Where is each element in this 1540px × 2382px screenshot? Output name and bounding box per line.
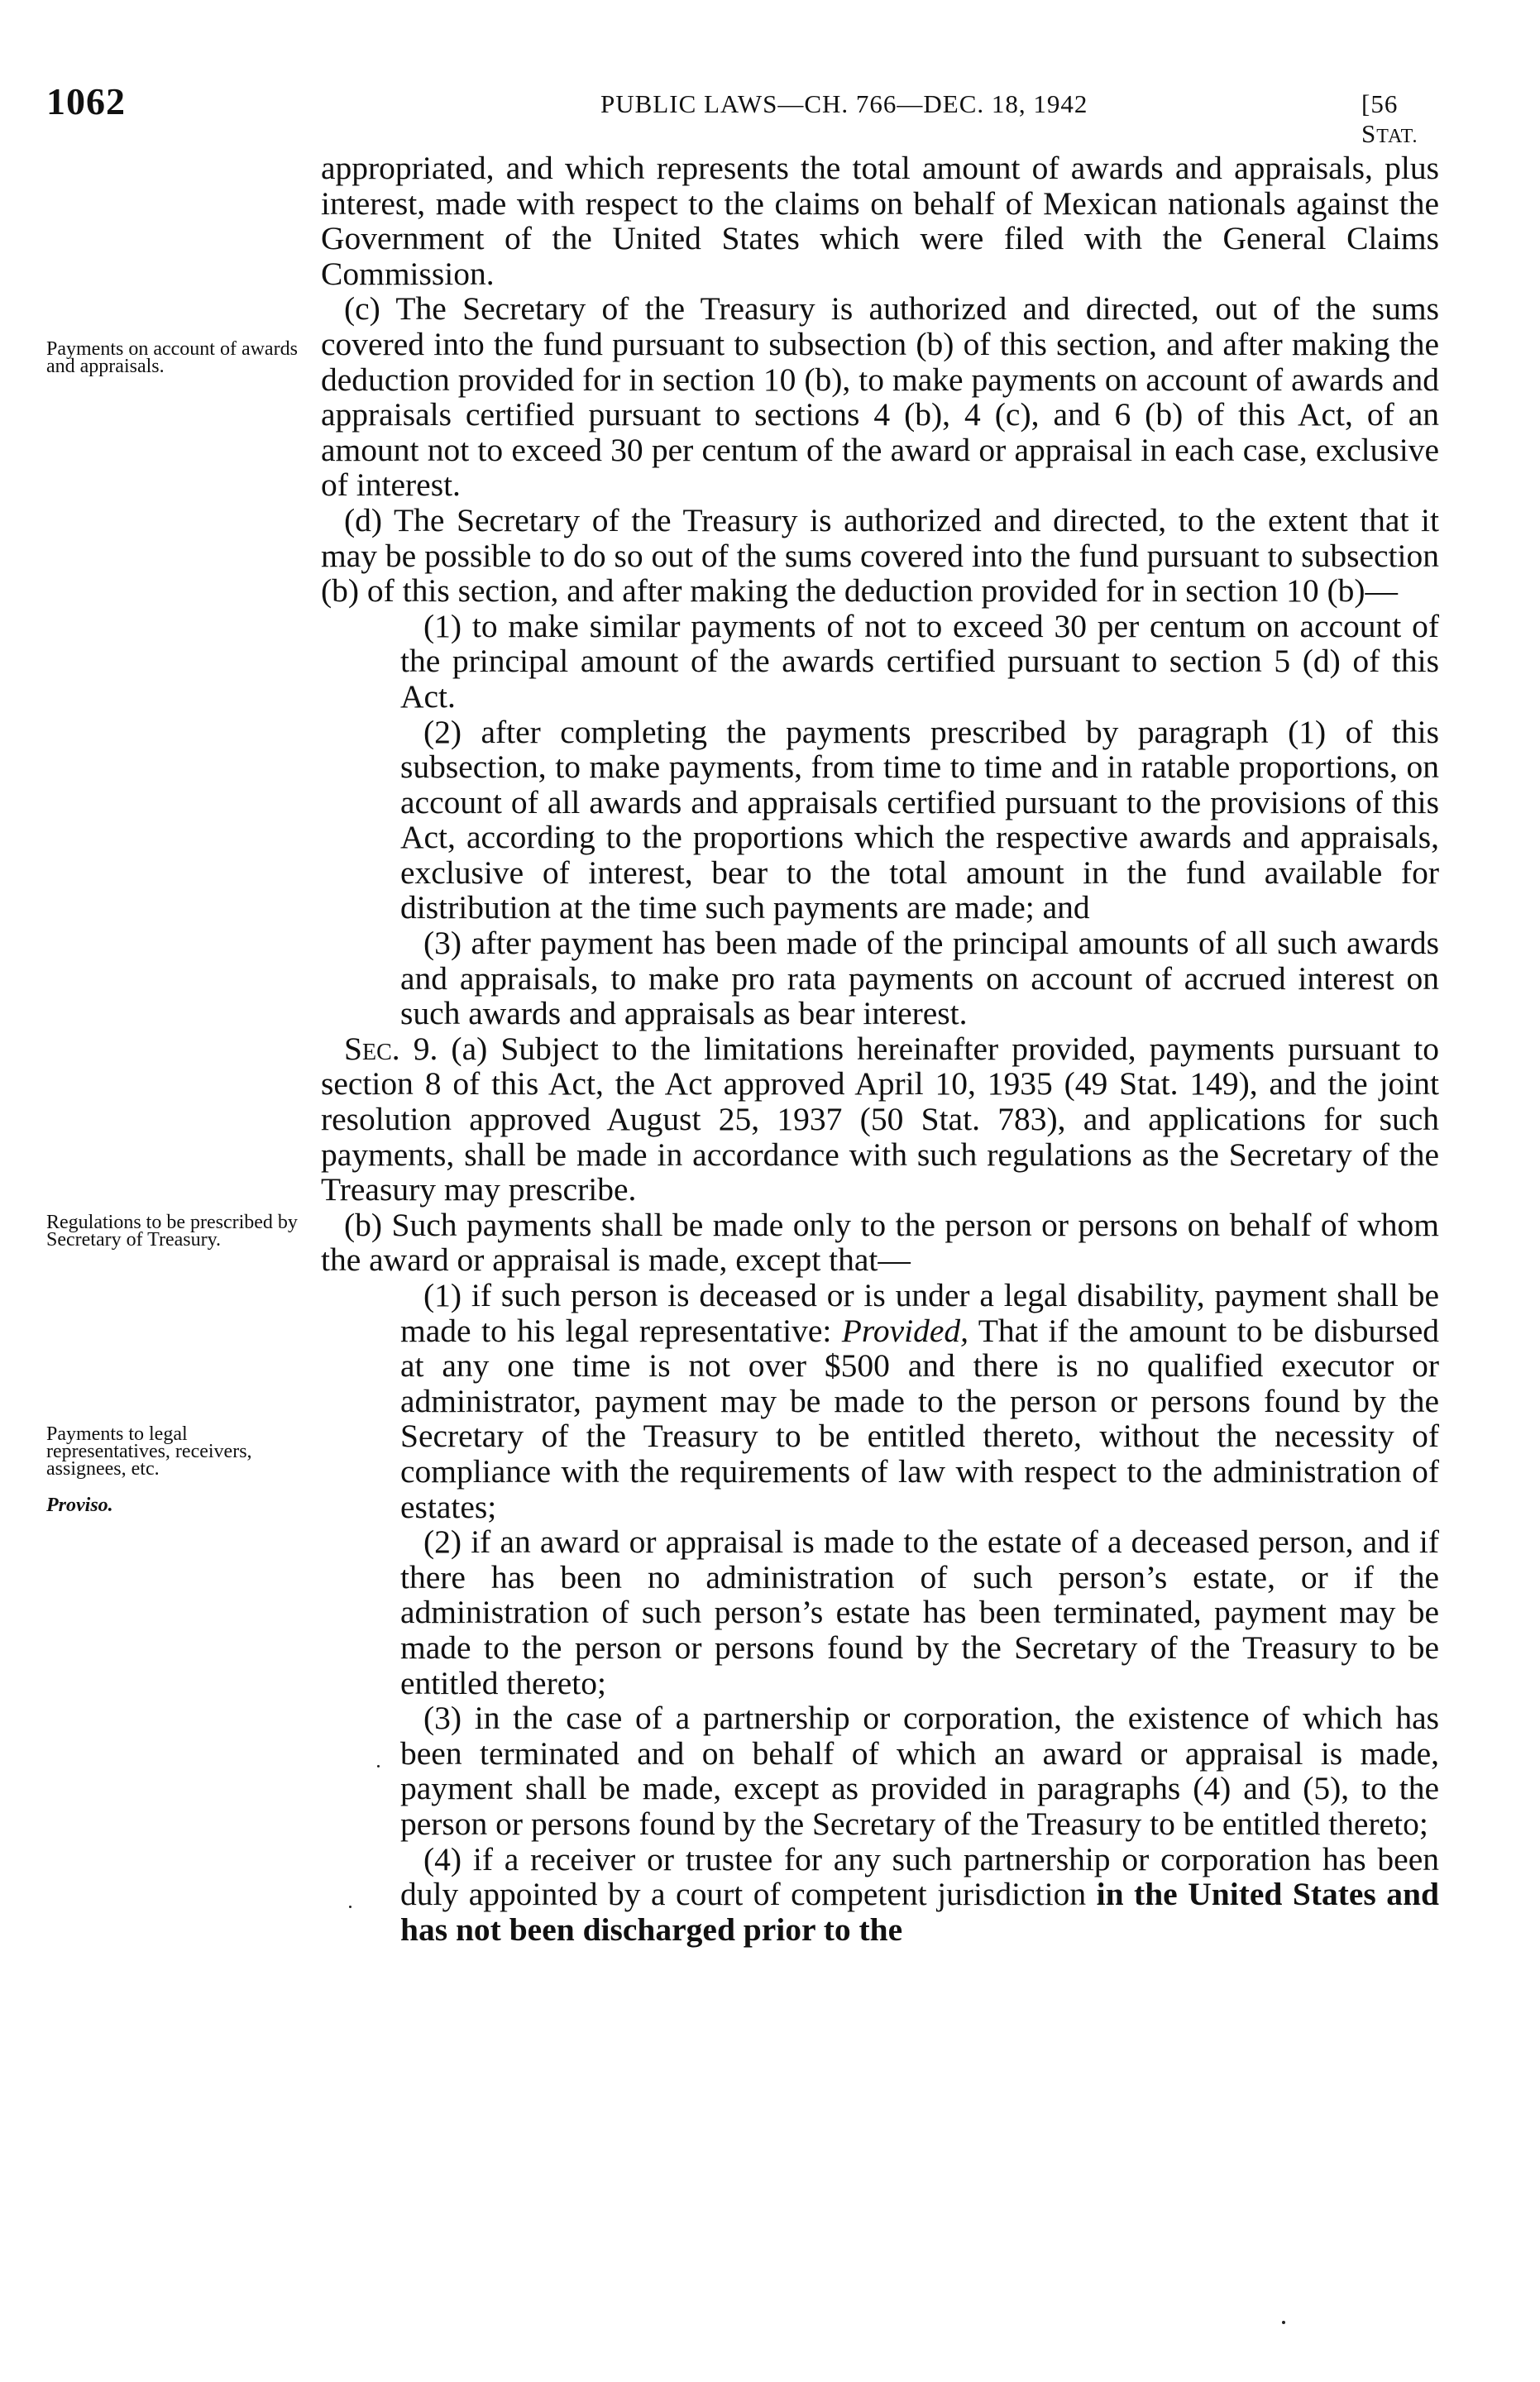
margin-note-regulations: Regulations to be prescribed by Secretary of Treasury. — [46, 1212, 298, 1251]
paragraph-sec-9-a — [321, 1031, 1439, 1208]
paragraph-sec-9-a-text: (a) Subject to the limitations hereinafter provided, payments pursuant to section 8 of this Act, the Act approved April 10, 1935 (49 Stat. 149), and the joint resolution approved August 25, 1937 (50 Stat. 783), and applications for such payments, shall be made in accordance with such regulations as the Secretary of the Treasury may prescribe. — [321, 1030, 1439, 1208]
print-speck — [349, 1906, 352, 1908]
running-head: PUBLIC LAWS—CH. 766—DEC. 18, 1942 — [600, 89, 1088, 118]
print-speck — [377, 1765, 380, 1767]
section-label: Sec. 9. — [344, 1030, 438, 1067]
margin-note-legal-representatives: Payments to legal representatives, receivers, assignees, etc. — [46, 1423, 252, 1480]
paragraph-b-1 — [321, 1278, 1439, 1524]
paragraph-b-4 — [321, 1842, 1439, 1948]
paragraph-b-1-pre: (1) if such person is deceased or is under a legal disability, payment shall be made to his legal representative: — [400, 1277, 1439, 1349]
print-speck — [1282, 2321, 1285, 2324]
paragraph-d-3: (3) after payment has been made of the principal amounts of all such awards and appraisals, to make pro rata payments on account of accrued interest on such awards and appraisals as bear interest. — [400, 925, 1439, 1032]
paragraph-b-3: (3) in the case of a partnership or corporation, the existence of which has been terminated and on behalf of which an award or appraisal is made, payment shall be made, except as provided in paragraphs (4) and (5), to the person or persons found by the Secretary of the Treasury to be entitled thereto; — [400, 1700, 1439, 1842]
margin-note-payments-on-account: Payments on account of awards and appraisals. — [46, 338, 298, 377]
page-header — [46, 79, 1452, 148]
paragraph-b-2: (2) if an award or appraisal is made to the estate of a deceased person, and if there has been no administration of such person’s estate, or if the administration of such person’s estate has been terminated, payment may be made to the person or persons found by the Secretary of the Treasury to be entitled thereto; — [400, 1523, 1439, 1701]
paragraph-b-4-bold: in the United States and has not been discharged prior to the — [400, 1876, 1439, 1948]
paragraph-b-1-post: That if the amount to be disbursed at any one time is not over $500 and there is no qualified executor or administrator, payment may be made to the person or persons found by the Secretary of the Treasury to be entitled thereto, without the necessity of compliance with the requirements of law with respect to the administration of estates; — [400, 1312, 1439, 1525]
page-number: 1062 — [46, 80, 126, 122]
statute-reference-prefix: [56 S — [1361, 89, 1399, 148]
statute-reference — [1361, 89, 1452, 149]
paragraph-b-4-pre: (4) if a receiver or trustee for any such partnership or corporation has been duly appointed by a court of competent jurisdiction — [400, 1840, 1439, 1913]
paragraph-d-1: (1) to make similar payments of not to exceed 30 per centum on account of the principal amount of the awards certified pursuant to section 5 (d) of this Act. — [400, 607, 1439, 715]
statute-body — [321, 151, 1439, 1947]
paragraph-d-2: (2) after completing the payments prescribed by paragraph (1) of this subsection, to make payments, from time to time and in ratable proportions, on account of all awards and appraisals certified pursuant to the provisions of this Act, according to the proportions which the respective awards and appraisals, exclusive of interest, bear to the total amount in the fund available for distribution at the time such payments are made; and — [400, 713, 1439, 926]
provided-italic: Provided, — [841, 1312, 968, 1349]
paragraph-intro: appropriated, and which represents the total amount of awards and appraisals, plus interest, made with respect to the claims on behalf of Mexican nationals against the Government of the United States which were filed with the General Claims Commission. — [321, 150, 1439, 292]
statute-reference-smallcaps: TAT. — [1376, 126, 1418, 147]
paragraph-c: (c) The Secretary of the Treasury is authorized and directed, out of the sums covered into the fund pursuant to subsection (b) of this section, and after making the deduction provided for in section 10 (b), to make payments on account of awards and appraisals certified pursuant to sections 4 (b), 4 (c), and 6 (b) of this Act, of an amount not to exceed 30 per centum of the award or appraisal in each case, exclusive of interest. — [321, 290, 1439, 504]
paragraph-b: (b) Such payments shall be made only to the person or persons on behalf of whom the award or appraisal is made, except that— — [321, 1206, 1439, 1279]
paragraph-d: (d) The Secretary of the Treasury is authorized and directed, to the extent that it may be possible to do so out of the sums covered into the fund pursuant to subsection (b) of this section, and after making the deduction provided for in section 10 (b)— — [321, 501, 1439, 610]
margin-note-proviso: Proviso. — [46, 1495, 113, 1516]
